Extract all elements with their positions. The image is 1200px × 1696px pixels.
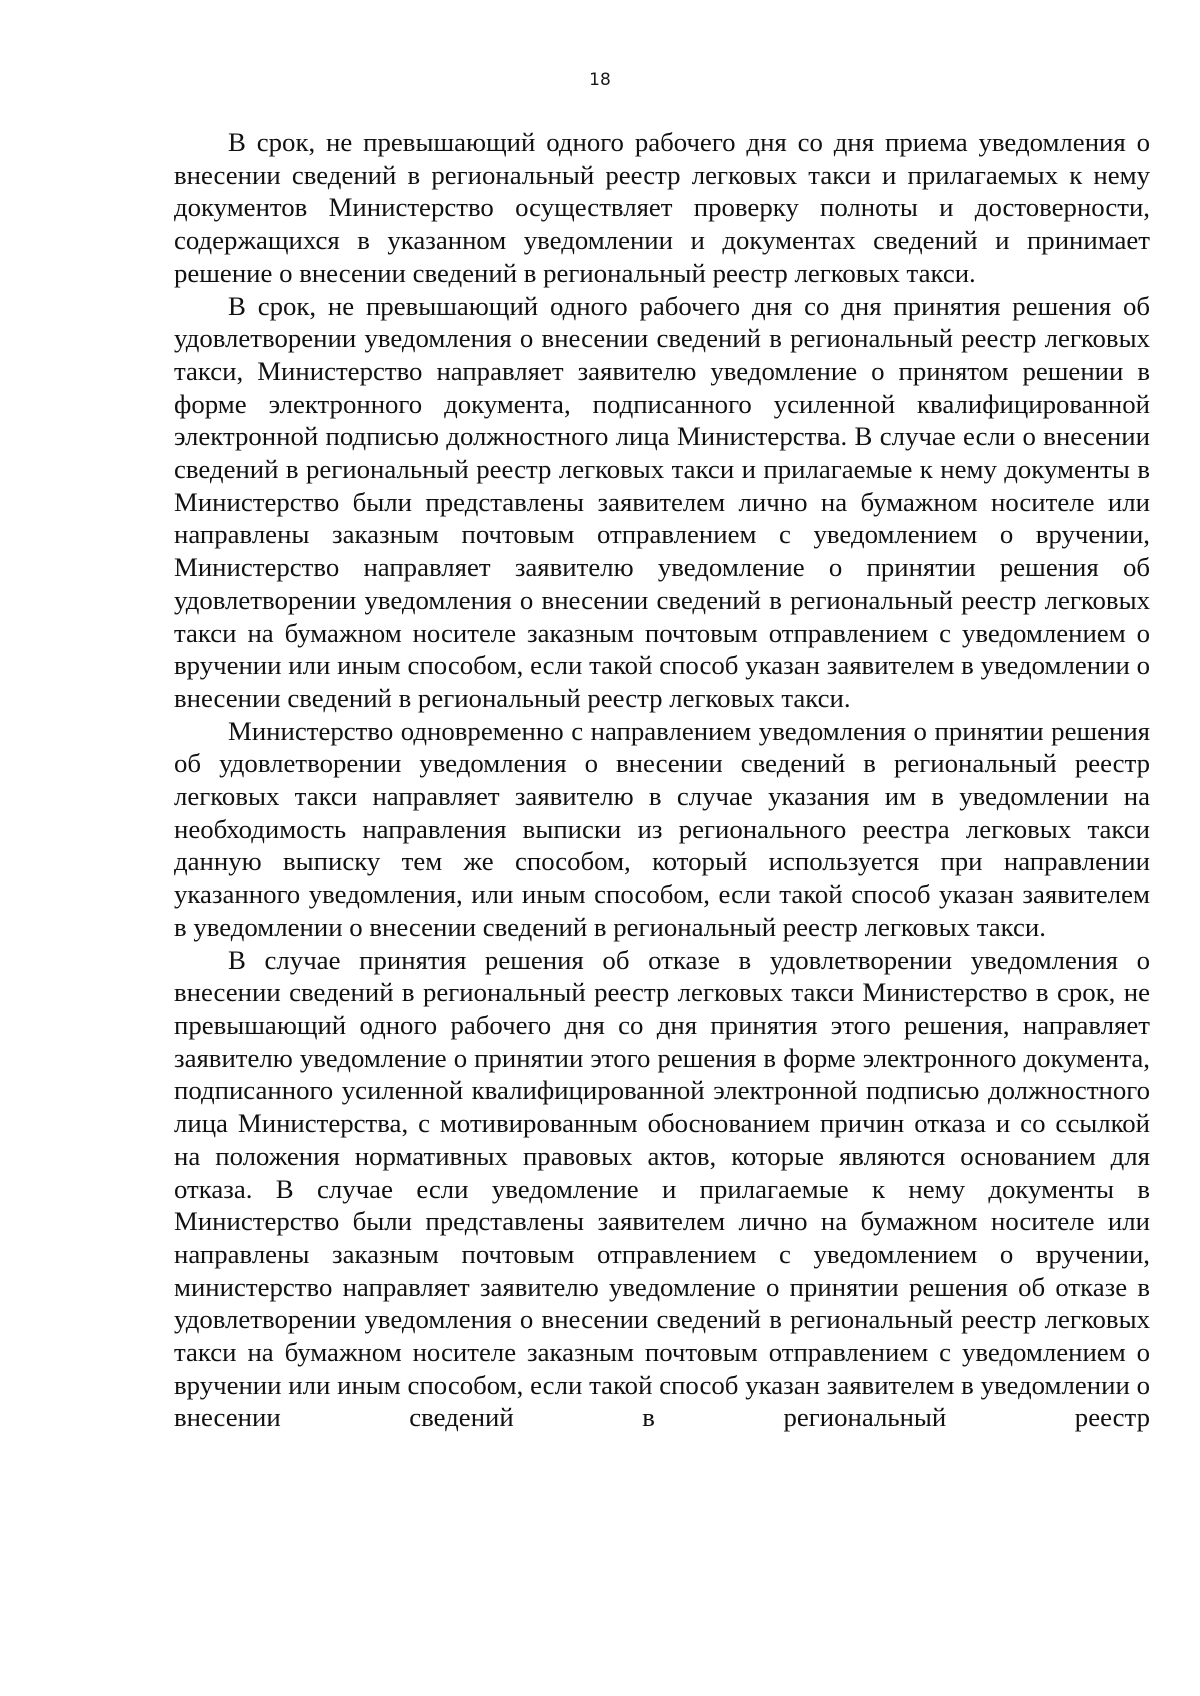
paragraph-3: Министерство одновременно с направлением уведомления о принятии решения об удовлетворении уведомления о внесении сведений в региональный реестр легковых такси направляет заявителю в случае указания им в уведомлении на необходимость направления выписки из регионального реестра легковых такси данную выписку тем же способом, который используется при направлении указанного уведомления, или иным способом, если такой способ указан заявителем в уведомлении о внесении сведений в региональный реестр легковых такси. xyxy=(174,715,1150,942)
paragraph-2: В срок, не превышающий одного рабочего дня со дня принятия решения об удовлетворении уведомления о внесении сведений в региональный реестр легковых такси, Министерство направляет заявителю уведомление о принятом решении в форме электронного документа, подписанного усиленной квалифицированной электронной подписью должностного лица Министерства. В случае если о внесении сведений в региональный реестр легковых такси и прилагаемые к нему документы в Министерство были представлены заявителем лично на бумажном носителе или направлены заказным почтовым отправлением с уведомлением о вручении, Министерство направляет заявителю уведомление о принятии решения об удовлетворении уведомления о внесении сведений в региональный реестр легковых такси на бумажном носителе заказным почтовым отправлением с уведомлением о вручении или иным способом, если такой способ указан заявителем в уведомлении о внесении сведений в региональный реестр легковых такси. xyxy=(174,290,1150,713)
page-number: 18 xyxy=(589,70,611,90)
paragraph-1: В срок, не превышающий одного рабочего дня со дня приема уведомления о внесении сведений в региональный реестр легковых такси и прилагаемых к нему документов Министерство осуществляет проверку полноты и достоверности, содержащихся в указанном уведомлении и документах сведений и принимает решение о внесении сведений в региональный реестр легковых такси. xyxy=(174,127,1150,288)
paragraph-4: В случае принятия решения об отказе в удовлетворении уведомления о внесении сведений в региональный реестр легковых такси Министерство в срок, не превышающий одного рабочего дня со дня принятия этого решения, направляет заявителю уведомление о принятии этого решения в форме электронного документа, подписанного усиленной квалифицированной электронной подписью должностного лица Министерства, с мотивированным обоснованием причин отказа и со ссылкой на положения нормативных правовых актов, которые являются основанием для отказа. В случае если уведомление и прилагаемые к нему документы в Министерство были представлены заявителем лично на бумажном носителе или направлены заказным почтовым отправлением с уведомлением о вручении, министерство направляет заявителю уведомление о принятии решения об отказе в удовлетворении уведомления о внесении сведений в региональный реестр легковых такси на бумажном носителе заказным почтовым отправлением с уведомлением о вручении или иным способом, если такой способ указан заявителем в уведомлении о внесении сведений в региональный реестр xyxy=(174,944,1150,1433)
document-body xyxy=(174,126,1150,1434)
